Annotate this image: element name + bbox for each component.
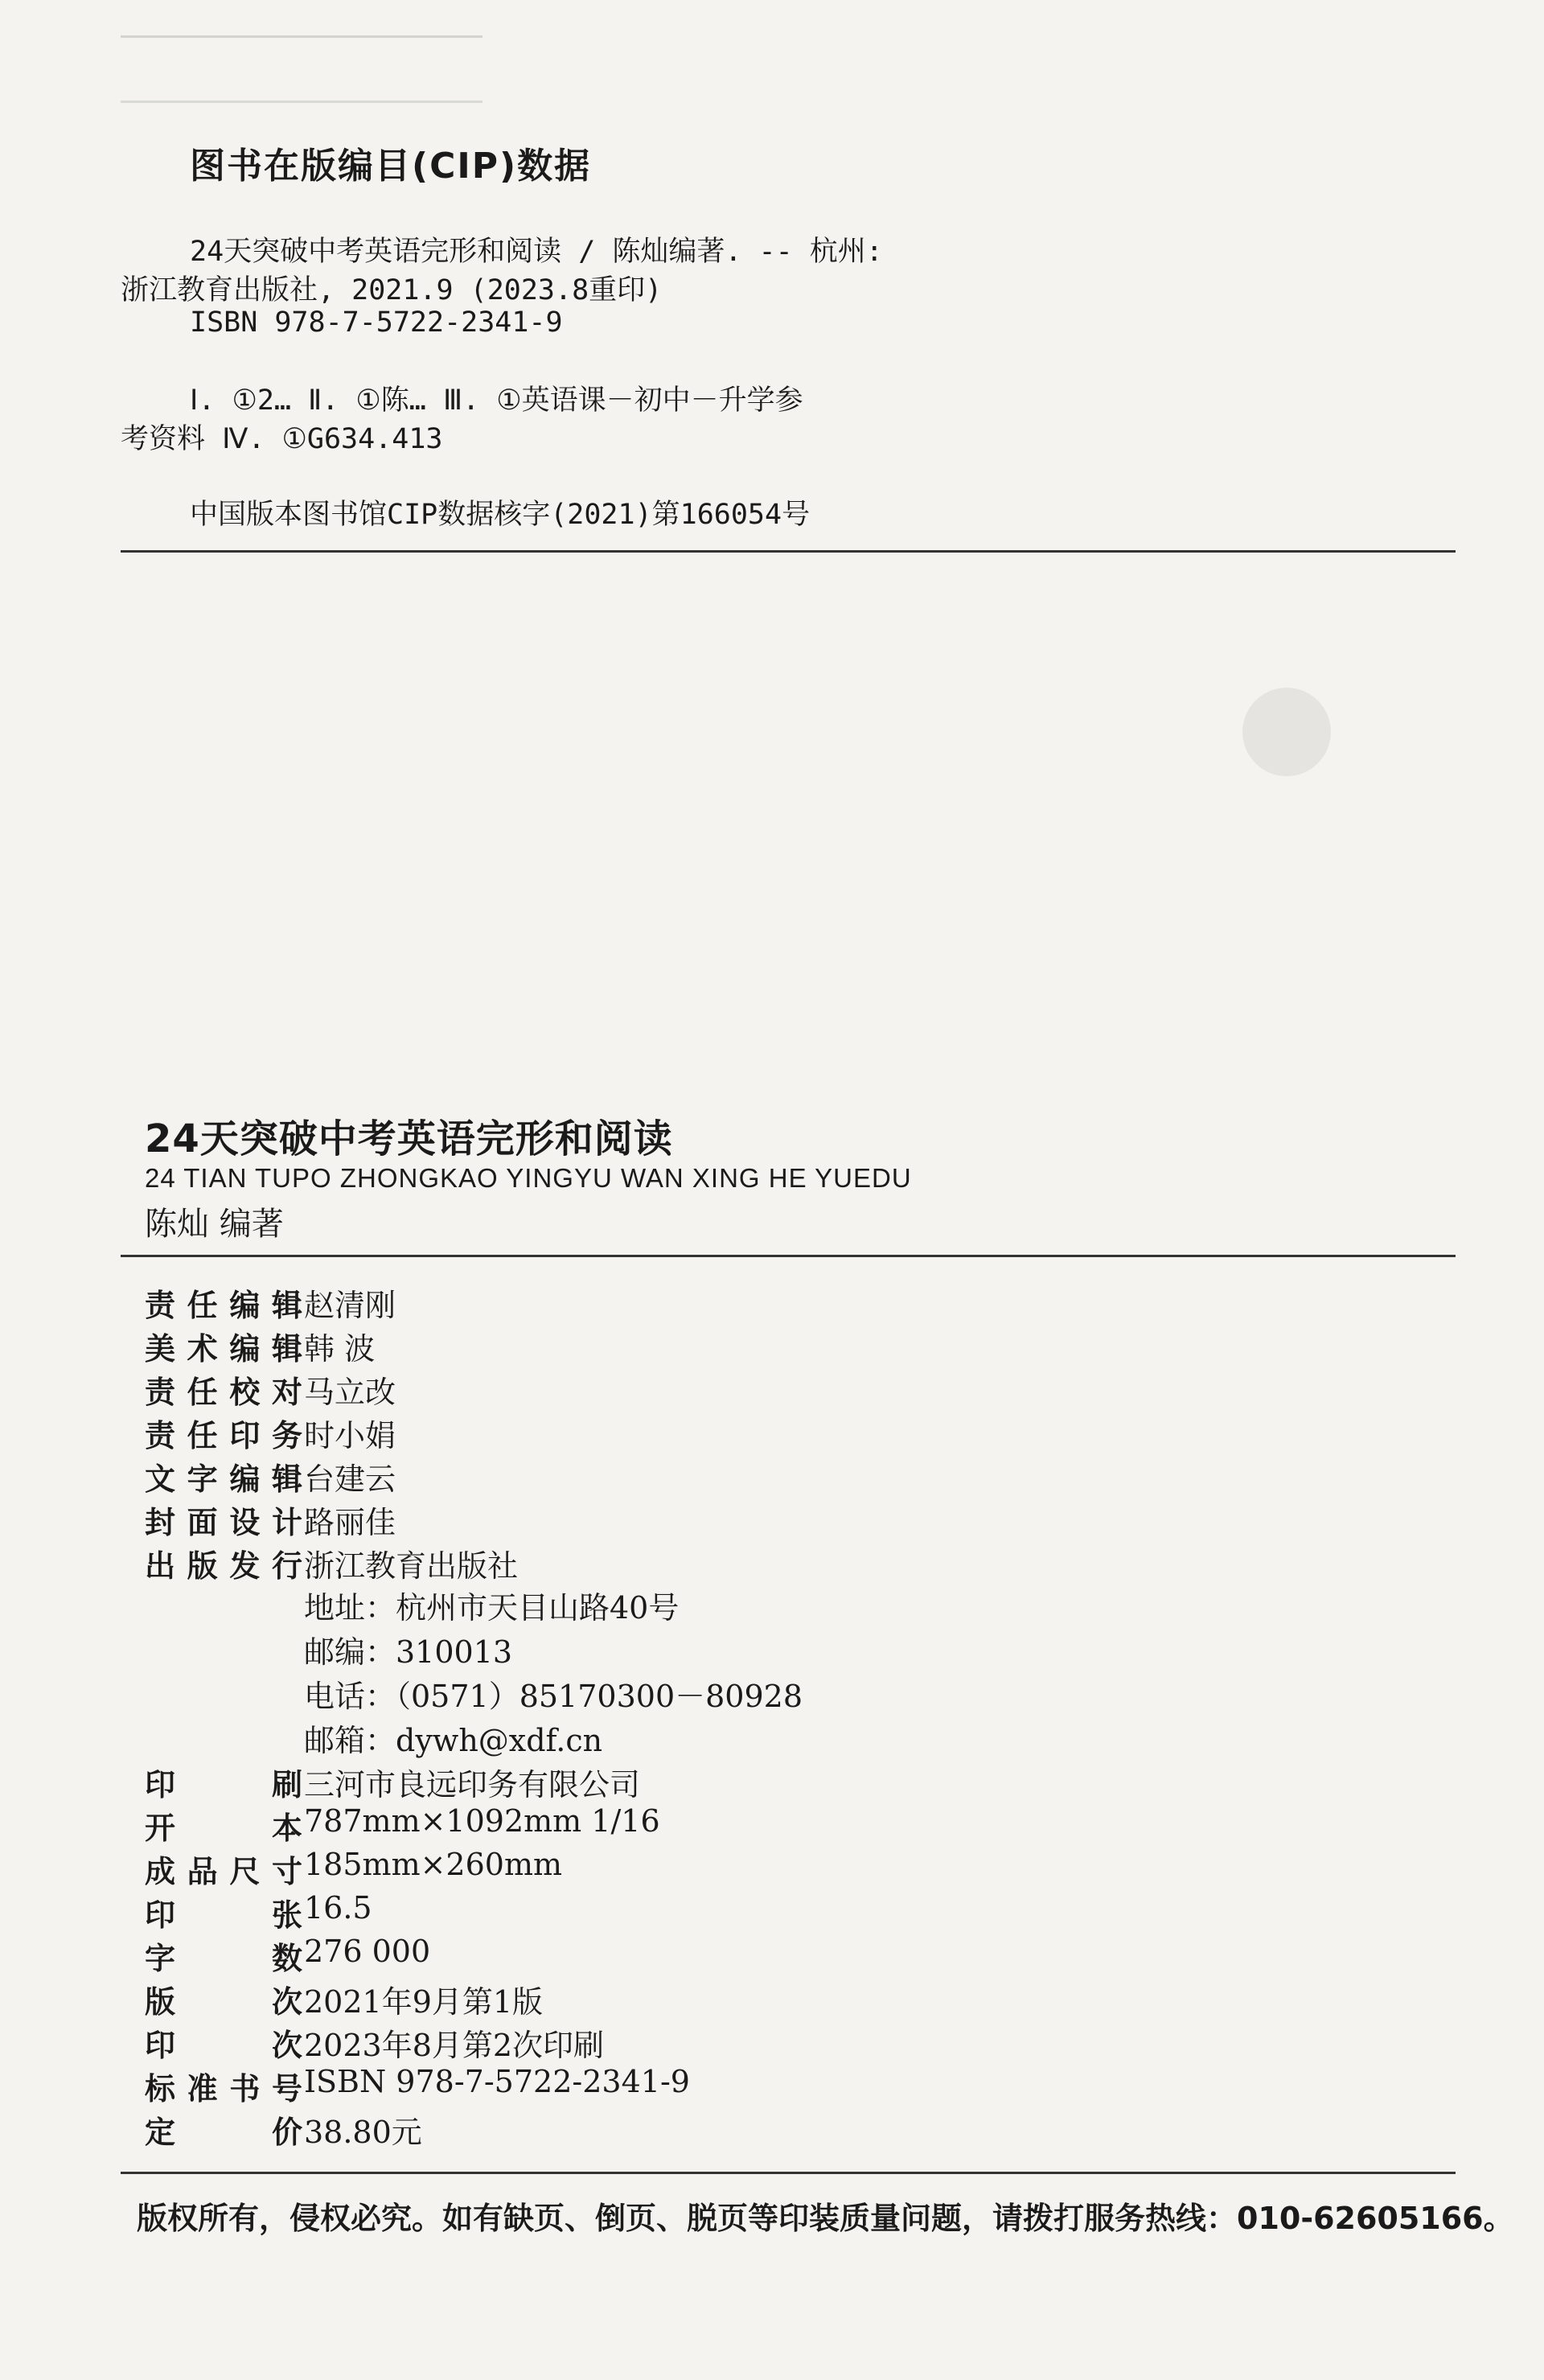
credit-label: 责 任 编 辑 (145, 1288, 302, 1323)
spec-row (145, 1934, 431, 1976)
book-title: 24天突破中考英语完形和阅读 (145, 1116, 673, 1161)
show-through-circle (1242, 688, 1331, 776)
header-mark (121, 35, 482, 103)
spec-value: ISBN 978-7-5722-2341-9 (304, 2064, 690, 2099)
credit-row (145, 1541, 519, 1584)
credit-row (145, 1324, 376, 1367)
cip-line-1: 24天突破中考英语完形和阅读 / 陈灿编著. -- 杭州: (190, 236, 883, 268)
title-divider (121, 1255, 1456, 1257)
cip-line-3: ISBN 978-7-5722-2341-9 (190, 306, 563, 339)
spec-value: 185mm×260mm (304, 1847, 563, 1882)
credit-value: 浙江教育出版社 (304, 1548, 519, 1584)
credit-label: 美 术 编 辑 (145, 1331, 302, 1367)
spec-label: 成 品 尺 寸 (145, 1854, 302, 1889)
credit-value: 台建云 (304, 1461, 396, 1497)
spec-label: 印 刷 (145, 1767, 302, 1802)
copyright-divider (121, 2172, 1456, 2174)
cip-line-6: 中国版本图书馆CIP数据核字(2021)第166054号 (190, 499, 811, 531)
credit-row (145, 1280, 396, 1323)
spec-row (145, 2020, 605, 2063)
spec-value: 三河市良远印务有限公司 (304, 1767, 641, 1802)
spec-label: 印 张 (145, 1897, 302, 1933)
copyright-notice: 版权所有，侵权必究。如有缺页、倒页、脱页等印装质量问题，请拨打服务热线：010-62605166。 (137, 2201, 1514, 2236)
credit-label: 责 任 校 对 (145, 1375, 302, 1410)
spec-row (145, 1847, 563, 1889)
cip-title: 图书在版编目(CIP)数据 (190, 146, 592, 187)
spec-row (145, 2107, 422, 2150)
credit-value: 时小娟 (304, 1418, 396, 1453)
book-author: 陈灿 编著 (145, 1206, 284, 1243)
publisher-email: 邮箱：dywh@xdf.cn (304, 1723, 603, 1758)
spec-label: 开 本 (145, 1811, 302, 1846)
credit-row (145, 1411, 396, 1453)
credit-label: 文 字 编 辑 (145, 1461, 302, 1497)
credit-label: 封 面 设 计 (145, 1505, 302, 1540)
spec-row (145, 1890, 372, 1933)
credit-label: 责 任 印 务 (145, 1418, 302, 1453)
spec-label: 定 价 (145, 2115, 302, 2150)
publisher-address: 地址：杭州市天目山路40号 (304, 1590, 680, 1626)
credit-row (145, 1367, 396, 1410)
spec-value: 38.80元 (304, 2115, 422, 2150)
credit-value: 马立改 (304, 1375, 396, 1410)
credit-row (145, 1498, 396, 1540)
credit-value: 韩 波 (304, 1331, 376, 1367)
spec-value: 16.5 (304, 1890, 372, 1926)
spec-value: 787mm×1092mm 1/16 (304, 1803, 660, 1839)
spec-row (145, 1803, 660, 1846)
publisher-phone: 电话：（0571）85170300－80928 (304, 1679, 803, 1714)
spec-row (145, 2064, 690, 2107)
spec-label: 印 次 (145, 2028, 302, 2063)
spec-row (145, 1977, 544, 2020)
spec-label: 版 次 (145, 1984, 302, 2020)
cip-line-5: 考资料 Ⅳ. ①G634.413 (121, 423, 443, 455)
cip-line-2: 浙江教育出版社, 2021.9 (2023.8重印) (121, 274, 663, 306)
credit-value: 路丽佳 (304, 1505, 396, 1540)
credit-value: 赵清刚 (304, 1288, 396, 1323)
spec-label: 字 数 (145, 1941, 302, 1976)
credit-row (145, 1454, 396, 1497)
spec-value: 276 000 (304, 1934, 431, 1969)
spec-row (145, 1760, 641, 1802)
cip-line-4: Ⅰ. ①2… Ⅱ. ①陈… Ⅲ. ①英语课－初中－升学参 (190, 384, 803, 417)
book-pinyin: 24 TIAN TUPO ZHONGKAO YINGYU WAN XING HE YUEDU (145, 1163, 912, 1193)
spec-label: 标 准 书 号 (145, 2071, 302, 2107)
spec-value: 2021年9月第1版 (304, 1984, 544, 2020)
cip-divider (121, 550, 1456, 553)
spec-value: 2023年8月第2次印刷 (304, 2028, 605, 2063)
publisher-zip: 邮编：310013 (304, 1634, 513, 1670)
credit-label: 出 版 发 行 (145, 1548, 302, 1584)
